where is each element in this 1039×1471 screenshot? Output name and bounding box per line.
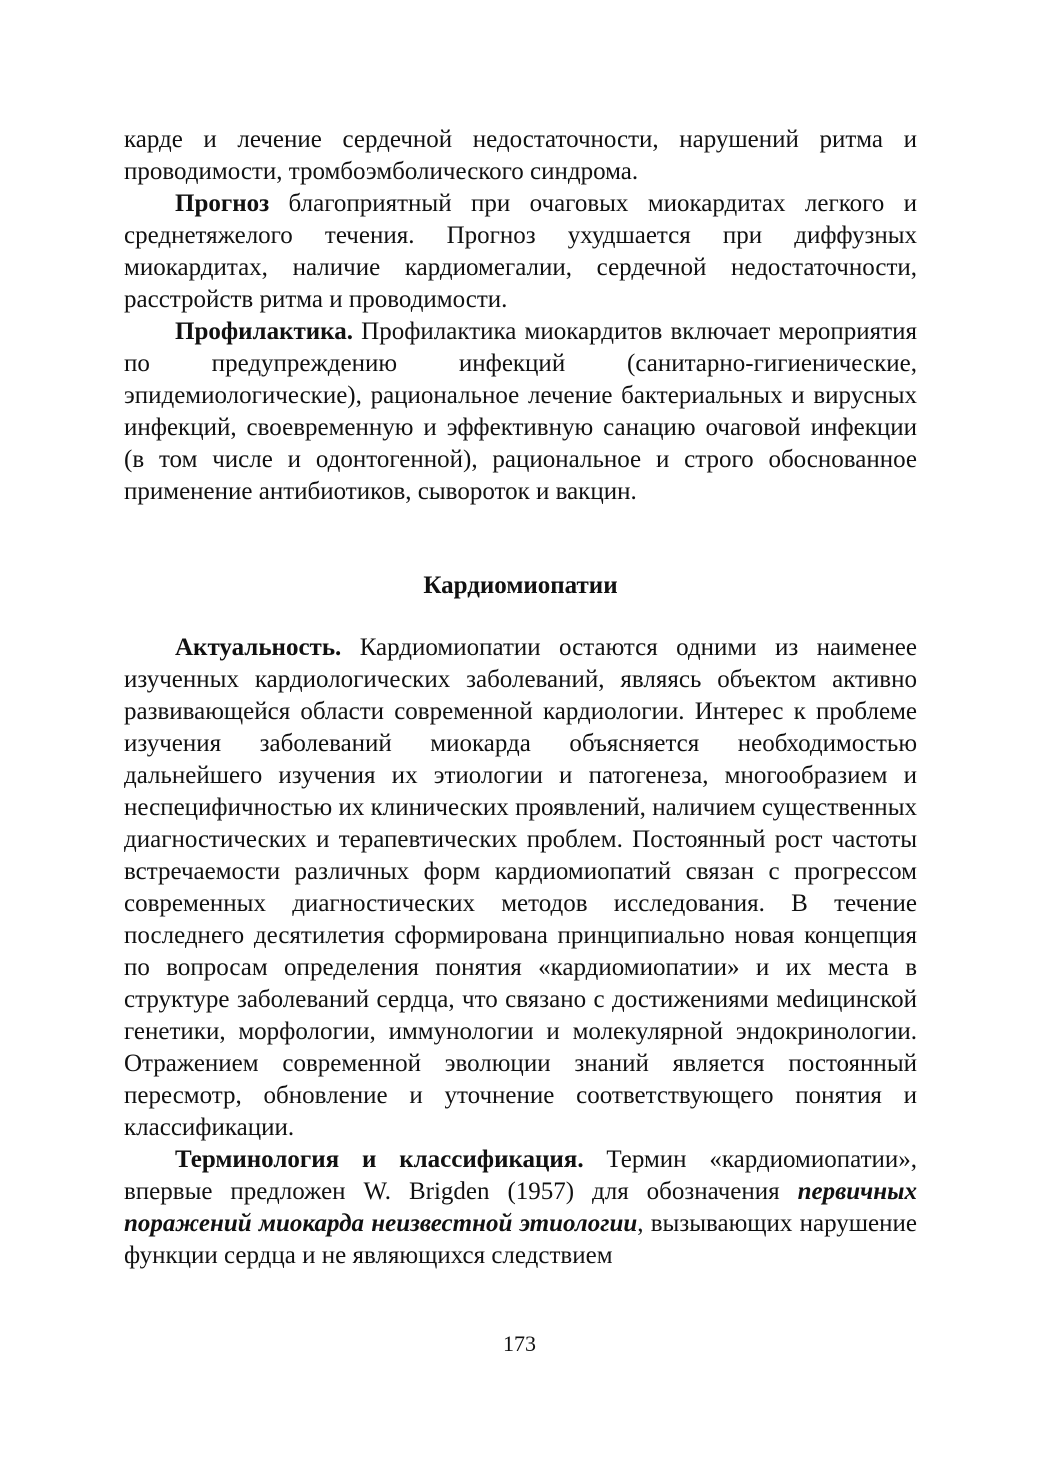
paragraph-lead: Прогноз [175, 190, 270, 217]
paragraph-lead: Актуальность. [175, 634, 342, 661]
paragraph-text: Кардиомиопатии остаются одними из наименее изученных кардиологических заболеваний, являясь объектом активно развивающейся области современной кардиологии. Интерес к проблеме изучения заболеваний миокарда объясняется необходимостью дальнейшего изучения их этиологии и патогенеза, многообразием и неспецифичностью их клинических проявлений, наличием существенных диагностических и терапевтических проблем. Постоянный рост частоты встречаемости различных форм кардиомиопатий связан с прогрессом современных диагностических методов исследования. В течение последнего десятилетия сформирована принципиально новая концепция по вопросам определения понятия «кардиомиопатии» и их места в структуре заболеваний сердца, что связано с достижениями меdицинской генетики, морфологии, иммунологии и молекулярной эндокринологии. Отражением современной эволюции знаний является постоянный пересмотр, обновление и уточнение соответствующего понятия и классификации. [124, 634, 917, 1141]
paragraph-lead: Профилактика. [175, 318, 353, 345]
paragraph-terminology [124, 1144, 917, 1272]
paragraph-text: , вызывающих нарушение функции сердца и не являющихся следствием [124, 1210, 917, 1269]
section-title: Кардиомиопатии [423, 572, 618, 599]
paragraph-lead: Терминология и классификация. [175, 1146, 584, 1173]
page-number: 173 [503, 1331, 536, 1356]
paragraph-text: карде и лечение сердечной недостаточности, нарушений ритма и проводимости, тромбоэмболического синдрома. [124, 126, 917, 185]
paragraph-text: Профилактика миокардитов включает мероприятия по предупреждению инфекций (санитарно-гигиенические, эпидемиологические), рациональное лечение бактериальных и вирусных инфекций, своевременную и эффективную санацию очаговой инфекции (в том числе и одонтогенной), рациональное и строго обоснованное применение антибиотиков, сывороток и вакцин. [124, 318, 917, 505]
paragraph-continuation [124, 124, 917, 188]
paragraph-prognosis [124, 188, 917, 316]
emphasis-text: первичных поражений миокарда неизвестной этиологии [124, 1178, 917, 1237]
paragraph-text: благоприятный при очаговых миокардитах легкого и среднетяжелого течения. Прогноз ухудшается при диффузных миокардитах, наличие кардиомегалии, сердечной недостаточности, расстройств ритма и проводимости. [124, 190, 917, 313]
paragraph-prevention [124, 316, 917, 508]
section-heading-wrap [124, 570, 917, 602]
paragraph-relevance [124, 632, 917, 1144]
document-page [124, 124, 917, 1272]
paragraph-text: Термин «кардиомиопатии», впервые предложен W. Brigden (1957) для обозначения [124, 1146, 918, 1205]
